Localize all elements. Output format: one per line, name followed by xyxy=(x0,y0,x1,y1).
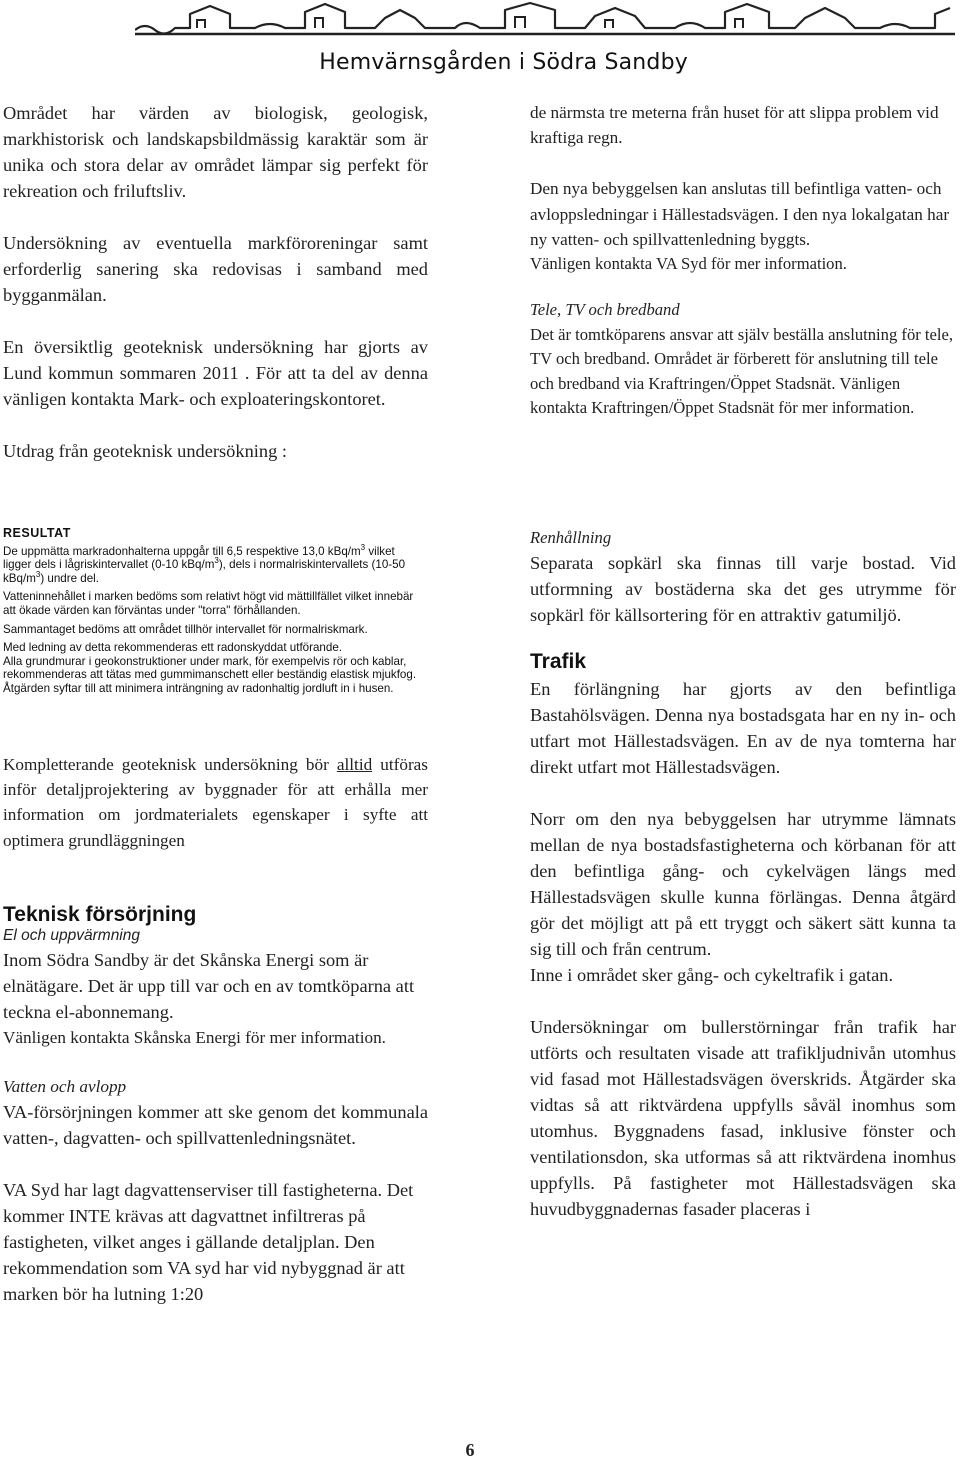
paragraph-inner-traffic: Inne i området sker gång- och cykeltrafik i gatan. xyxy=(530,965,894,986)
document-header-title: Hemvärnsgården i Södra Sandby xyxy=(319,50,688,75)
paragraph-water-supply: VA-försörjningen kommer att ske genom det kommunala vatten-, dagvatten- och spillvattenledningsnätet. xyxy=(3,1102,428,1149)
subheading-tele-tv: Tele, TV och bredband xyxy=(530,300,680,320)
paragraph-va-syd: VA Syd har lagt dagvattenserviser till fastigheterna. Det kommer INTE krävas att dagvattnet infiltreras på fastigheten, vilket anges i gällande detaljplan. Den rekommendation som VA syd har vid nybyggnad är att marken bör ha lutning 1:20 xyxy=(3,1180,414,1305)
left-column-lower xyxy=(3,752,428,1307)
result-radon-values xyxy=(3,542,425,586)
result-title: RESULTAT xyxy=(3,526,71,540)
subheading-waste: Renhållning xyxy=(530,528,612,547)
paragraph-noise: Undersökningar om bullerstörningar från trafik har utförts och resultaten visade att trafikljudnivån utomhus vid fasad mot Hällestadsvägen överskrids. Åtgärder ska vidtas så att riktvärdena uppfylls såväl inomhus som utomhus. Byggnadens fasad, inklusive fönster och ventilationsdon, ska utformas så att riktvärdena inomhus uppfylls. På fastigheter mot Hällestadsvägen ska huvudbyggnadernas fasader placeras i xyxy=(530,1017,956,1220)
paragraph-geotechnical-survey: En översiktlig geoteknisk undersökning har gjorts av Lund kommun sommaren 2011 . För att ta del av denna vänligen kontakta Mark- och exploateringskontoret. xyxy=(3,337,428,409)
complementary-underlined: alltid xyxy=(336,755,373,774)
result-radon-text-1: De uppmätta markradonhalterna uppgår till 6,5 respektive 13,0 kBq/m xyxy=(3,544,361,558)
result-recommendation: Med ledning av detta rekommenderas ett radonskyddat utförande. xyxy=(3,641,342,655)
paragraph-soil-contamination: Undersökning av eventuella markföroreningar samt erforderlig sanering ska redovisas i samband med bygganmälan. xyxy=(3,233,428,305)
result-sup-1: 3 xyxy=(360,542,366,552)
result-water-content: Vatteninnehållet i marken bedöms som relativt högt vid mättillfället vilket innebär att ökade värden kan förväntas under "torra" förhållanden. xyxy=(3,590,414,617)
paragraph-cycle-path: Norr om den nya bebyggelsen har utrymme lämnats mellan de nya bostadsfastigheterna och körbanan för att den befintliga gång- och cykelvägen längs med Hällestadsvägen skulle kunna förlängas. Denna åtgärd gör det möjligt att på ett tryggt och säkert sätt kunna ta sig till och från centrum. xyxy=(530,809,956,960)
complementary-text-1: Kompletterande geoteknisk undersökning bör xyxy=(3,755,337,774)
paragraph-area-values: Området har värden av biologisk, geologisk, markhistorisk och landskapsbildmässig karaktär som är unika och stora delar av området lämpar sig perfekt för rekreation och friluftsliv. xyxy=(3,103,428,201)
result-radon-text-3: ), dels i normalriskintervallets (10-50 kBq/m xyxy=(3,558,406,585)
paragraph-traffic: En förlängning har gjorts av den befintliga Bastahölsvägen. Denna nya bostadsgata har en ny in- och utfart mot Hällestadsvägen. En av de nya tomterna har direkt utfart mot Hällestadsvägen. xyxy=(530,679,956,778)
right-column xyxy=(530,100,956,420)
result-sup-2: 3 xyxy=(214,556,219,566)
result-sup-3: 3 xyxy=(35,569,41,579)
paragraph-electricity: Inom Södra Sandby är det Skånska Energi som är elnätägare. Det är upp till var och en av tomtköparna att teckna el-abonnemang. xyxy=(3,949,415,1022)
paragraph-rain-slope: de närmsta tre meterna från huset för att slippa problem vid kraftiga regn. xyxy=(530,103,939,148)
result-measure-purpose: Åtgärden syftar till att minimera inträngning av radonhaltig jordluft in i husen. xyxy=(3,681,394,695)
paragraph-excerpt-intro: Utdrag från geoteknisk undersökning : xyxy=(3,441,287,461)
left-column xyxy=(3,100,428,464)
paragraph-complementary-survey xyxy=(3,752,428,853)
paragraph-va-syd-contact: Vänligen kontakta VA Syd för mer information. xyxy=(530,254,847,274)
paragraph-water-connection: Den nya bebyggelsen kan anslutas till befintliga vatten- och avloppsledningar i Hällestadsvägen. I den nya lokalgatan har ny vatten- och spillvattenledning byggts. xyxy=(530,179,950,249)
result-radon-text-2: vilket ligger dels i lågriskintervallet (0-10 kBq/m xyxy=(3,544,395,572)
result-summary: Sammantaget bedöms att området tillhör intervallet för normalriskmark. xyxy=(3,622,368,636)
geotechnical-result-excerpt xyxy=(3,527,425,696)
paragraph-tele-tv: Det är tomtköparens ansvar att själv beställa anslutning för tele, TV och bredband. Området är förberett för anslutning till tele och bredband via Kraftringen/Öppet Stadsnät. Vänligen kontakta Kraftringen/Öppet Stadsnät för mer information. xyxy=(530,324,954,418)
header-house-sketch xyxy=(135,0,955,40)
complementary-text-2: utföras inför detaljprojektering av byggnader för att erhålla mer information om jordmaterialets egenskaper i syfte att optimera grundläggningen xyxy=(3,755,428,850)
result-radon-text-4: ) undre del. xyxy=(40,571,99,585)
right-column-lower xyxy=(530,526,956,1222)
section-heading-technical-supply: Teknisk försörjning xyxy=(3,902,197,926)
paragraph-electricity-contact: Vänligen kontakta Skånska Energi för mer information. xyxy=(3,1027,386,1047)
subheading-water-sewer: Vatten och avlopp xyxy=(3,1077,127,1097)
page-number: 6 xyxy=(465,1440,475,1460)
result-foundation-sealing: Alla grundmurar i geokonstruktioner under mark, för exempelvis rör och kablar, rekommenderas att tätas med gummimanschett eller beständig elastisk mjukfog. xyxy=(3,654,417,682)
paragraph-waste: Separata sopkärl ska finnas till varje bostad. Vid utformning av bostäderna ska det ges utrymme för sopkärl för källsortering för en attraktiv gatumiljö. xyxy=(530,553,956,626)
subheading-electricity: El och uppvärmning xyxy=(3,926,140,944)
section-heading-traffic: Trafik xyxy=(530,650,587,674)
